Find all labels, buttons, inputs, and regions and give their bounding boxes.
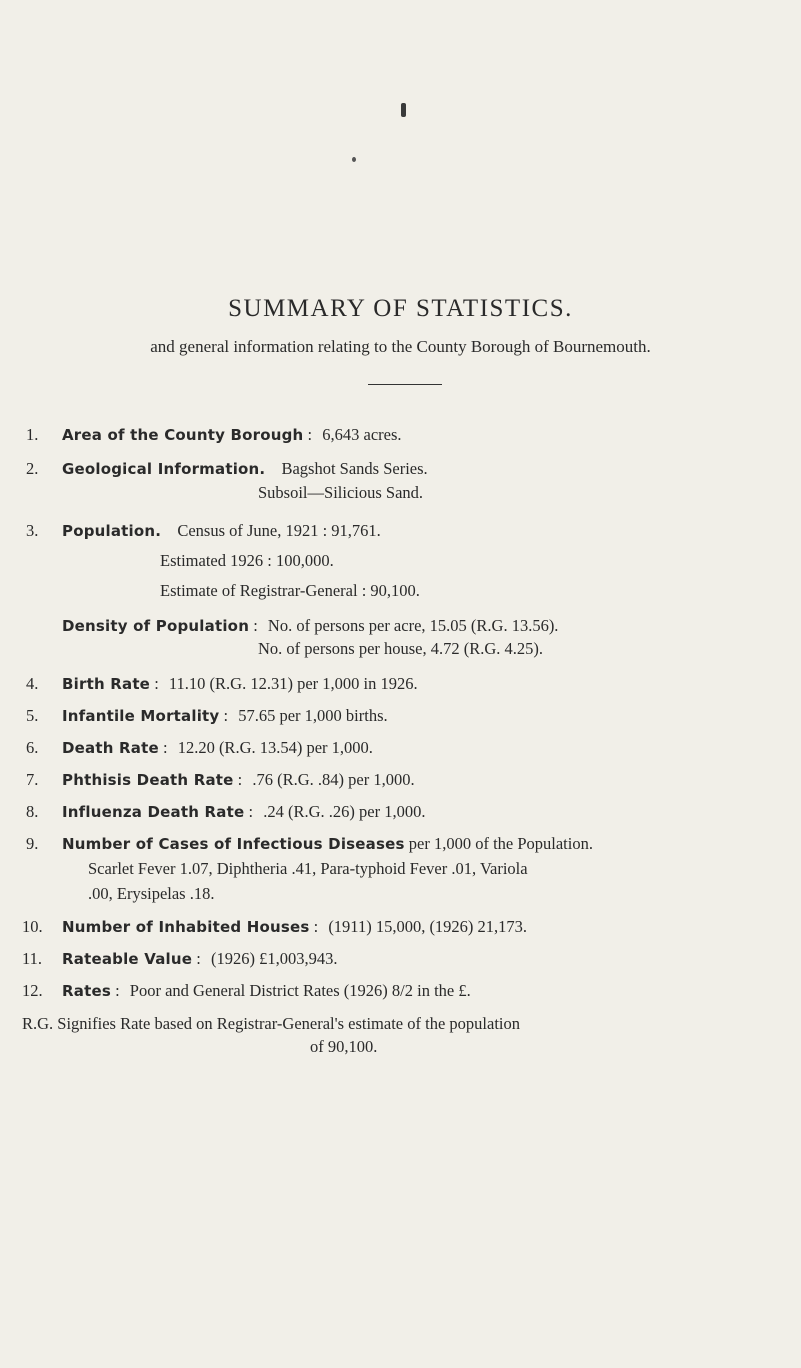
item-sep: :	[313, 917, 319, 936]
item-text: Poor and General District Rates (1926) 8/2 in the £.	[129, 981, 471, 1000]
item-heading: Number of Cases of Infectious Diseases	[62, 835, 405, 853]
item-line2: Scarlet Fever 1.07, Diphtheria .41, Para-typhoid Fever .01, Variola	[88, 859, 528, 878]
ink-mark	[401, 103, 406, 117]
item-sep: :	[237, 770, 243, 789]
ink-dot	[352, 157, 356, 162]
item-line2: Estimated 1926 : 100,000.	[160, 551, 334, 570]
item-sep: :	[248, 802, 254, 821]
item-text: (1926) £1,003,943.	[210, 949, 338, 968]
item-number: 4.	[26, 674, 39, 693]
item-heading: Population.	[62, 522, 162, 540]
item-heading: Rates	[62, 982, 111, 1000]
divider	[368, 384, 442, 385]
item-heading: Influenza Death Rate	[62, 803, 245, 821]
item-text: .76 (R.G. .84) per 1,000.	[252, 770, 415, 789]
item-number: 3.	[26, 521, 39, 540]
item-heading: Phthisis Death Rate	[62, 771, 234, 789]
item-text: 12.20 (R.G. 13.54) per 1,000.	[177, 738, 373, 757]
item-number: 10.	[22, 917, 43, 936]
item-number: 11.	[22, 949, 43, 968]
footnote-line2: of 90,100.	[310, 1037, 378, 1056]
item-number: 1.	[26, 425, 39, 444]
item-text: 11.10 (R.G. 12.31) per 1,000 in 1926.	[168, 674, 418, 693]
item-text: .24 (R.G. .26) per 1,000.	[263, 802, 426, 821]
item-heading: Death Rate	[62, 739, 159, 757]
item-heading: Geological Information.	[62, 460, 266, 478]
item-number: 2.	[26, 459, 39, 478]
item-number: 5.	[26, 706, 39, 725]
item-number: 8.	[26, 802, 39, 821]
footnote-line1: R.G. Signifies Rate based on Registrar-General's estimate of the population	[22, 1014, 520, 1033]
item-line2: No. of persons per house, 4.72 (R.G. 4.25).	[258, 639, 544, 658]
item-number: 12.	[22, 981, 43, 1000]
item-number: 9.	[26, 834, 39, 853]
item-text: 57.65 per 1,000 births.	[238, 706, 388, 725]
item-sep: :	[162, 738, 168, 757]
page-title: SUMMARY OF STATISTICS.	[228, 295, 573, 322]
item-heading: Birth Rate	[62, 675, 151, 693]
item-heading: Infantile Mortality	[62, 707, 220, 725]
item-heading: Number of Inhabited Houses	[62, 918, 310, 936]
item-heading: Rateable Value	[62, 950, 193, 968]
item-heading: Area of the County Borough	[62, 426, 304, 444]
item-heading: Density of Population	[62, 617, 250, 635]
item-line3: .00, Erysipelas .18.	[88, 884, 215, 903]
item-text: per 1,000 of the Population.	[408, 834, 593, 853]
item-text: 6,643 acres.	[322, 425, 402, 444]
item-sep: :	[115, 981, 120, 1000]
item-number: 6.	[26, 738, 39, 757]
item-line2: Subsoil—Silicious Sand.	[258, 483, 424, 502]
item-sep: :	[223, 706, 229, 725]
item-text: (1911) 15,000, (1926) 21,173.	[328, 917, 528, 936]
item-sep: :	[154, 674, 159, 693]
page-subtitle: and general information relating to the County Borough of Bournemouth.	[150, 337, 651, 356]
item-sep: :	[307, 425, 313, 444]
item-sep: :	[196, 949, 201, 968]
item-text: No. of persons per acre, 15.05 (R.G. 13.56).	[267, 616, 559, 635]
item-text: Bagshot Sands Series.	[281, 459, 428, 478]
item-text: Census of June, 1921 : 91,761.	[177, 521, 381, 540]
item-sep: :	[253, 616, 258, 635]
item-number: 7.	[26, 770, 39, 789]
item-line3: Estimate of Registrar-General : 90,100.	[160, 581, 420, 600]
